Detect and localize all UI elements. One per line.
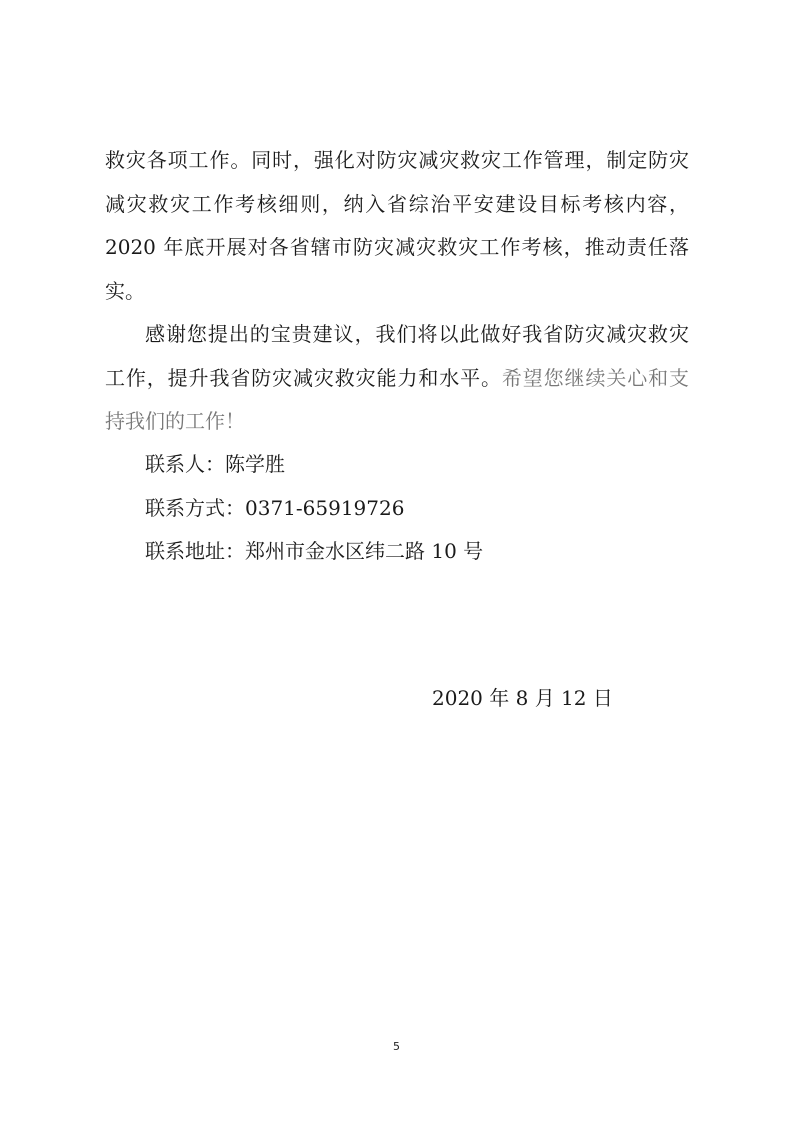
paragraph2-line-2-dark: 工作，提升我省防灾减灾救灾能力和水平。: [105, 366, 502, 390]
paragraph2-line-3: 持我们的工作！: [105, 409, 245, 433]
paragraph1-line-3: 2020 年底开展对各省辖市防灾减灾救灾工作考核，推动责任落: [105, 235, 689, 259]
paragraph2-line-2: [105, 364, 689, 392]
contact-person: 联系人：陈学胜: [145, 452, 285, 476]
paragraph1-line-4: 实。: [105, 279, 145, 303]
contact-phone: 联系方式：0371-65919726: [145, 496, 405, 520]
paragraph2-line-2-gray: 希望您继续关心和支: [501, 366, 690, 390]
contact-address: 联系地址：郑州市金水区纬二路 10 号: [145, 539, 484, 563]
paragraph1-line-1: 救灾各项工作。同时，强化对防灾减灾救灾工作管理，制定防灾: [105, 148, 689, 172]
document-date: 2020 年 8 月 12 日: [432, 686, 613, 710]
paragraph1-line-2: 减灾救灾工作考核细则，纳入省综治平安建设目标考核内容，: [105, 192, 689, 216]
page-number: 5: [393, 1040, 400, 1053]
paragraph2-line-1: 感谢您提出的宝贵建议，我们将以此做好我省防灾减灾救灾: [145, 322, 689, 346]
